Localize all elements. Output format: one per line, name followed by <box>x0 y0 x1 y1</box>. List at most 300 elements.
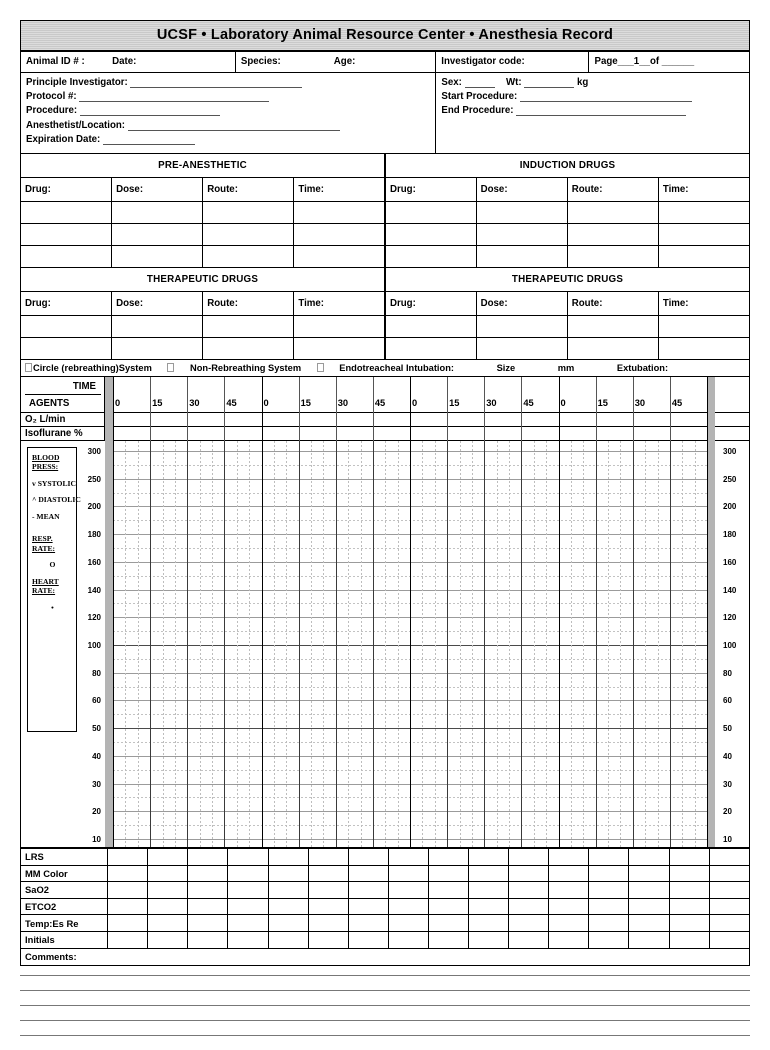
gridline-vertical <box>113 441 114 847</box>
end-procedure-label: End Procedure: <box>441 105 514 117</box>
parameter-cell[interactable] <box>509 915 549 932</box>
gridline-vertical-header <box>262 377 263 441</box>
non-rebreathing-checkbox[interactable] <box>167 363 174 372</box>
parameter-cell[interactable] <box>148 915 188 932</box>
parameter-cell[interactable] <box>388 848 428 865</box>
principle-investigator-field[interactable] <box>26 77 430 88</box>
therapeutic-left-title: THERAPEUTIC DRUGS <box>21 268 386 292</box>
time-tick-label: 45 <box>226 397 237 408</box>
parameter-cell[interactable] <box>228 898 268 915</box>
parameter-cell[interactable] <box>469 865 509 882</box>
details-left-cell[interactable] <box>21 73 436 153</box>
time-tick-label: 15 <box>449 397 460 408</box>
parameter-cell[interactable] <box>629 848 669 865</box>
parameter-cell[interactable] <box>108 865 148 882</box>
pre-col-drug: Drug: <box>21 177 112 201</box>
y-axis-tick-right: 120 <box>723 613 737 623</box>
parameter-cell[interactable] <box>108 931 148 948</box>
parameter-cell[interactable] <box>388 931 428 948</box>
parameter-cell[interactable] <box>629 931 669 948</box>
therapeutic-drugs-table <box>20 268 750 360</box>
parameters-table <box>20 848 750 949</box>
gridline-vertical <box>373 441 374 847</box>
start-procedure-label: Start Procedure: <box>441 91 518 103</box>
parameter-cell[interactable] <box>188 915 228 932</box>
y-axis-tick-left: 80 <box>92 668 101 678</box>
gridline-vertical-minor <box>398 441 399 847</box>
gridline-vertical-minor <box>571 441 572 847</box>
table-row[interactable] <box>21 315 112 337</box>
parameter-row <box>21 882 750 899</box>
parameter-cell[interactable] <box>188 931 228 948</box>
y-axis-tick-left: 30 <box>92 779 101 789</box>
table-row[interactable] <box>567 315 658 337</box>
comment-line[interactable] <box>20 1005 750 1020</box>
investigator-code-cell[interactable] <box>436 52 589 73</box>
ther-l-col-time: Time: <box>294 291 385 315</box>
size-label: Size <box>496 362 516 373</box>
animal-id-cell[interactable] <box>21 52 236 73</box>
parameter-cell[interactable] <box>148 848 188 865</box>
parameter-cell[interactable] <box>469 931 509 948</box>
parameter-cell[interactable] <box>268 882 308 899</box>
gridline-vertical-minor <box>212 441 213 847</box>
table-row[interactable] <box>21 201 112 223</box>
table-row[interactable] <box>112 337 203 359</box>
y-axis-tick-right: 180 <box>723 530 737 540</box>
gridline-vertical-header <box>150 377 151 441</box>
parameter-cell[interactable] <box>709 898 749 915</box>
parameter-cell[interactable] <box>348 882 388 899</box>
y-axis-tick-right: 300 <box>723 446 737 456</box>
gridline-vertical-minor <box>435 441 436 847</box>
table-row[interactable] <box>203 223 294 245</box>
gridline-vertical-minor <box>361 441 362 847</box>
parameter-cell[interactable] <box>669 915 709 932</box>
gridline-vertical-header <box>447 377 448 441</box>
parameter-cell[interactable] <box>268 848 308 865</box>
y-axis-tick-left: 200 <box>87 502 101 512</box>
parameter-cell[interactable] <box>388 898 428 915</box>
parameter-row <box>21 931 750 948</box>
parameter-cell[interactable] <box>148 931 188 948</box>
expiration-date-field[interactable] <box>26 134 430 145</box>
anesthetist-location-label: Anesthetist/Location: <box>26 119 126 131</box>
procedure-field[interactable] <box>26 105 430 116</box>
parameter-cell[interactable] <box>709 931 749 948</box>
time-tick-label: 30 <box>634 397 646 408</box>
agents-label: AGENTS <box>25 394 101 409</box>
parameter-cell[interactable] <box>148 882 188 899</box>
parameter-cell[interactable] <box>589 882 629 899</box>
table-row[interactable] <box>294 201 385 223</box>
parameter-row <box>21 915 750 932</box>
y-axis-tick-left: 60 <box>92 696 101 706</box>
y-axis-tick-left: 100 <box>87 640 101 650</box>
y-axis-tick-right: 20 <box>723 807 732 817</box>
table-row[interactable] <box>203 337 294 359</box>
table-row[interactable] <box>294 337 385 359</box>
y-axis-tick-left: 10 <box>92 834 101 844</box>
protocol-number-field[interactable] <box>26 91 430 102</box>
parameter-cell[interactable] <box>428 848 468 865</box>
ther-l-col-route: Route: <box>203 291 294 315</box>
gridline-vertical <box>707 441 708 847</box>
parameter-cell[interactable] <box>108 898 148 915</box>
details-right-cell[interactable] <box>436 73 750 153</box>
gridline-vertical-header <box>559 377 560 441</box>
gridline-vertical-minor <box>237 441 238 847</box>
gridline-vertical <box>521 441 522 847</box>
table-row[interactable] <box>476 245 567 267</box>
legend-blood-press-title: BLOOD <box>32 452 60 462</box>
end-procedure-field[interactable] <box>441 105 744 116</box>
table-row[interactable] <box>385 245 476 267</box>
parameter-cell[interactable] <box>348 848 388 865</box>
pre-col-dose: Dose: <box>112 177 203 201</box>
species-label: Species: <box>240 56 281 67</box>
legend-heart-rate-marker: • <box>51 602 54 612</box>
parameter-label: Temp:Es Re <box>21 915 108 932</box>
parameter-cell[interactable] <box>509 898 549 915</box>
gridline-vertical-minor <box>534 441 535 847</box>
y-axis-tick-left: 250 <box>87 474 101 484</box>
table-row[interactable] <box>567 223 658 245</box>
gridline-vertical-minor <box>583 441 584 847</box>
vitals-chart <box>20 377 750 848</box>
y-axis-tick-right: 80 <box>723 668 732 678</box>
table-row[interactable] <box>385 201 476 223</box>
gridline-vertical <box>410 441 411 847</box>
parameter-cell[interactable] <box>428 898 468 915</box>
parameter-cell[interactable] <box>308 865 348 882</box>
parameter-cell[interactable] <box>509 865 549 882</box>
table-row[interactable] <box>112 201 203 223</box>
time-tick-label: 45 <box>671 397 683 408</box>
gridline-vertical-header <box>410 377 411 441</box>
parameter-cell[interactable] <box>549 898 589 915</box>
parameter-cell[interactable] <box>108 848 148 865</box>
gridline-vertical-minor <box>249 441 250 847</box>
parameter-cell[interactable] <box>669 882 709 899</box>
parameter-cell[interactable] <box>629 915 669 932</box>
parameter-row <box>21 865 750 882</box>
gridline-vertical-header <box>484 377 485 441</box>
table-row[interactable] <box>658 315 749 337</box>
legend-systolic: v SYSTOLIC <box>32 478 76 488</box>
parameter-cell[interactable] <box>308 882 348 899</box>
parameter-cell[interactable] <box>188 898 228 915</box>
legend-heart-rate-title2: RATE: <box>32 586 56 596</box>
gridline-vertical-minor <box>695 441 696 847</box>
breathing-system-row[interactable] <box>20 360 750 377</box>
table-row[interactable] <box>658 201 749 223</box>
comment-line[interactable] <box>20 1035 750 1050</box>
parameter-cell[interactable] <box>469 915 509 932</box>
gridline-vertical-header <box>187 377 188 441</box>
sex-weight-field[interactable] <box>441 77 744 88</box>
ther-r-col-dose: Dose: <box>476 291 567 315</box>
parameter-cell[interactable] <box>709 882 749 899</box>
parameter-cell[interactable] <box>509 931 549 948</box>
parameter-cell[interactable] <box>669 898 709 915</box>
gridline-vertical <box>299 441 300 847</box>
legend-resp-rate-title: RESP. RATE: <box>32 534 56 553</box>
parameter-cell[interactable] <box>669 848 709 865</box>
parameter-cell[interactable] <box>308 898 348 915</box>
extubation-label: Extubation: <box>616 362 669 373</box>
table-row[interactable] <box>203 315 294 337</box>
parameter-cell[interactable] <box>388 882 428 899</box>
non-rebreathing-label: Non-Rebreathing System <box>190 362 302 373</box>
y-axis-tick-right: 100 <box>723 640 737 650</box>
table-row[interactable] <box>203 245 294 267</box>
table-row[interactable] <box>567 245 658 267</box>
parameter-cell[interactable] <box>268 865 308 882</box>
parameter-cell[interactable] <box>348 931 388 948</box>
parameter-cell[interactable] <box>268 898 308 915</box>
y-axis-tick-right: 10 <box>723 834 732 844</box>
table-row[interactable] <box>658 245 749 267</box>
gridline-vertical-header <box>224 377 225 441</box>
y-axis-tick-left: 20 <box>92 807 101 817</box>
circle-system-label: Circle (rebreathing)System <box>33 362 152 373</box>
parameter-cell[interactable] <box>549 915 589 932</box>
ther-r-col-route: Route: <box>567 291 658 315</box>
induction-title: INDUCTION DRUGS <box>385 154 750 178</box>
y-axis-tick-right: 30 <box>723 779 732 789</box>
parameter-row <box>21 848 750 865</box>
parameter-cell[interactable] <box>509 848 549 865</box>
parameter-cell[interactable] <box>509 882 549 899</box>
parameter-cell[interactable] <box>348 898 388 915</box>
time-tick-label: 30 <box>337 397 349 408</box>
gridline-vertical-minor <box>311 441 312 847</box>
o2-row-label: O₂ L/min <box>21 413 105 426</box>
parameter-cell[interactable] <box>589 898 629 915</box>
parameter-cell[interactable] <box>228 882 268 899</box>
table-row[interactable] <box>476 223 567 245</box>
table-row[interactable] <box>294 245 385 267</box>
circle-system-checkbox[interactable] <box>25 363 32 372</box>
parameter-cell[interactable] <box>549 882 589 899</box>
gridline-vertical <box>484 441 485 847</box>
gridline-vertical <box>224 441 225 847</box>
left-scale-band <box>105 377 113 847</box>
parameter-cell[interactable] <box>589 915 629 932</box>
parameter-cell[interactable] <box>308 915 348 932</box>
y-axis-tick-left: 40 <box>92 751 101 761</box>
parameter-cell[interactable] <box>669 931 709 948</box>
ind-col-drug: Drug: <box>385 177 476 201</box>
gridline-vertical-header <box>670 377 671 441</box>
gridline-vertical-minor <box>323 441 324 847</box>
parameter-cell[interactable] <box>629 898 669 915</box>
gridline-vertical <box>262 441 263 847</box>
table-row[interactable] <box>385 223 476 245</box>
table-row[interactable] <box>385 315 476 337</box>
time-tick-label: 45 <box>523 397 534 408</box>
species-age-cell[interactable] <box>235 52 435 73</box>
parameter-cell[interactable] <box>148 898 188 915</box>
table-row[interactable] <box>658 223 749 245</box>
legend-heart-rate-title: HEART <box>32 576 59 586</box>
gridline-vertical-minor <box>175 441 176 847</box>
parameter-cell[interactable] <box>388 865 428 882</box>
table-row[interactable] <box>21 337 112 359</box>
gridline-vertical-header <box>521 377 522 441</box>
weight-label: Wt: <box>505 77 522 88</box>
parameter-cell[interactable] <box>469 898 509 915</box>
animal-id-label: Animal ID # : <box>26 56 85 67</box>
therapeutic-right-title: THERAPEUTIC DRUGS <box>385 268 750 292</box>
parameter-cell[interactable] <box>549 931 589 948</box>
parameter-cell[interactable] <box>188 882 228 899</box>
table-row[interactable] <box>112 245 203 267</box>
parameter-cell[interactable] <box>108 915 148 932</box>
time-tick-label: 0 <box>115 397 121 408</box>
parameter-cell[interactable] <box>188 848 228 865</box>
comment-line[interactable] <box>20 990 750 1005</box>
gridline-vertical <box>633 441 634 847</box>
parameter-cell[interactable] <box>148 865 188 882</box>
parameter-cell[interactable] <box>108 882 148 899</box>
parameter-cell[interactable] <box>348 865 388 882</box>
gridline-vertical-minor <box>682 441 683 847</box>
time-tick-label: 15 <box>300 397 311 408</box>
table-row[interactable] <box>21 245 112 267</box>
gridline-vertical-minor <box>497 441 498 847</box>
parameter-cell[interactable] <box>228 915 268 932</box>
y-axis-tick-left: 300 <box>87 446 101 456</box>
y-axis-tick-right: 50 <box>723 724 732 734</box>
table-row[interactable] <box>21 223 112 245</box>
y-axis-tick-left: 120 <box>87 613 101 623</box>
gridline-vertical <box>559 441 560 847</box>
time-agents-label-cell <box>21 377 105 412</box>
parameter-cell[interactable] <box>268 915 308 932</box>
table-row[interactable] <box>567 201 658 223</box>
table-row[interactable] <box>658 337 749 359</box>
legend-blood-press-title2: PRESS: <box>32 462 59 472</box>
preanesthetic-induction-table <box>20 154 750 268</box>
parameter-cell[interactable] <box>268 931 308 948</box>
table-row[interactable] <box>112 223 203 245</box>
page-label: Page___1__of ______ <box>594 56 695 67</box>
parameter-cell[interactable] <box>549 848 589 865</box>
parameter-cell[interactable] <box>709 865 749 882</box>
time-tick-label: 30 <box>486 397 497 408</box>
table-row[interactable] <box>476 315 567 337</box>
start-procedure-field[interactable] <box>441 91 744 102</box>
table-row[interactable] <box>112 315 203 337</box>
parameter-cell[interactable] <box>549 865 589 882</box>
ther-r-col-drug: Drug: <box>385 291 476 315</box>
table-row[interactable] <box>294 223 385 245</box>
legend-resp-rate-marker: O <box>49 560 56 570</box>
ind-col-route: Route: <box>567 177 658 201</box>
parameter-cell[interactable] <box>388 915 428 932</box>
gridline-vertical <box>596 441 597 847</box>
parameter-cell[interactable] <box>709 848 749 865</box>
gridline-vertical-minor <box>422 441 423 847</box>
parameter-cell[interactable] <box>308 848 348 865</box>
ther-l-col-drug: Drug: <box>21 291 112 315</box>
parameter-cell[interactable] <box>428 915 468 932</box>
parameter-cell[interactable] <box>188 865 228 882</box>
time-label: TIME <box>72 380 96 392</box>
parameter-label: LRS <box>21 848 108 865</box>
parameter-cell[interactable] <box>428 931 468 948</box>
o2-row <box>21 413 749 427</box>
parameter-cell[interactable] <box>469 848 509 865</box>
table-row[interactable] <box>476 337 567 359</box>
page-title: UCSF • Laboratory Animal Resource Center • Anesthesia Record <box>20 20 750 51</box>
gridline-vertical-header <box>633 377 634 441</box>
gridline-vertical-header <box>336 377 337 441</box>
parameter-cell[interactable] <box>469 882 509 899</box>
y-axis-tick-right: 60 <box>723 696 732 706</box>
details-table <box>20 73 750 154</box>
preanesthetic-title: PRE-ANESTHETIC <box>21 154 386 178</box>
parameter-cell[interactable] <box>308 931 348 948</box>
table-row[interactable] <box>476 201 567 223</box>
gridline-vertical-minor <box>658 441 659 847</box>
time-tick-label: 15 <box>152 397 163 408</box>
sex-label: Sex: <box>441 77 462 88</box>
size-unit: mm <box>557 362 575 373</box>
gridline-vertical-header <box>299 377 300 441</box>
parameter-cell[interactable] <box>629 865 669 882</box>
comment-line[interactable] <box>20 975 750 990</box>
parameter-cell[interactable] <box>629 882 669 899</box>
parameter-label: SaO2 <box>21 882 108 899</box>
parameter-cell[interactable] <box>589 865 629 882</box>
protocol-label: Protocol #: <box>26 91 77 103</box>
legend-mean: - MEAN <box>32 511 60 521</box>
parameter-cell[interactable] <box>348 915 388 932</box>
page-number-cell[interactable] <box>589 52 750 73</box>
comment-line[interactable] <box>20 1020 750 1035</box>
time-tick-label: 30 <box>189 397 200 408</box>
parameter-cell[interactable] <box>228 865 268 882</box>
parameter-cell[interactable] <box>428 882 468 899</box>
parameter-cell[interactable] <box>589 931 629 948</box>
expiration-date-label: Expiration Date: <box>26 133 101 145</box>
parameter-cell[interactable] <box>669 865 709 882</box>
y-axis-tick-left: 140 <box>87 585 101 595</box>
parameter-cell[interactable] <box>428 865 468 882</box>
parameter-cell[interactable] <box>709 915 749 932</box>
parameter-cell[interactable] <box>589 848 629 865</box>
right-scale-band <box>707 377 715 847</box>
time-tick-label: 0 <box>263 397 269 408</box>
time-tick-label: 0 <box>412 397 418 408</box>
table-row[interactable] <box>567 337 658 359</box>
parameter-cell[interactable] <box>228 848 268 865</box>
gridline-vertical <box>187 441 188 847</box>
comment-lines[interactable] <box>20 975 750 1050</box>
gridline-vertical <box>447 441 448 847</box>
isoflurane-row-label: Isoflurane % <box>21 427 105 440</box>
table-row[interactable] <box>385 337 476 359</box>
y-axis-tick-right: 40 <box>723 751 732 761</box>
parameter-cell[interactable] <box>228 931 268 948</box>
intubation-checkbox[interactable] <box>317 363 324 372</box>
table-row[interactable] <box>294 315 385 337</box>
table-row[interactable] <box>203 201 294 223</box>
anesthetist-location-field[interactable] <box>26 120 430 131</box>
